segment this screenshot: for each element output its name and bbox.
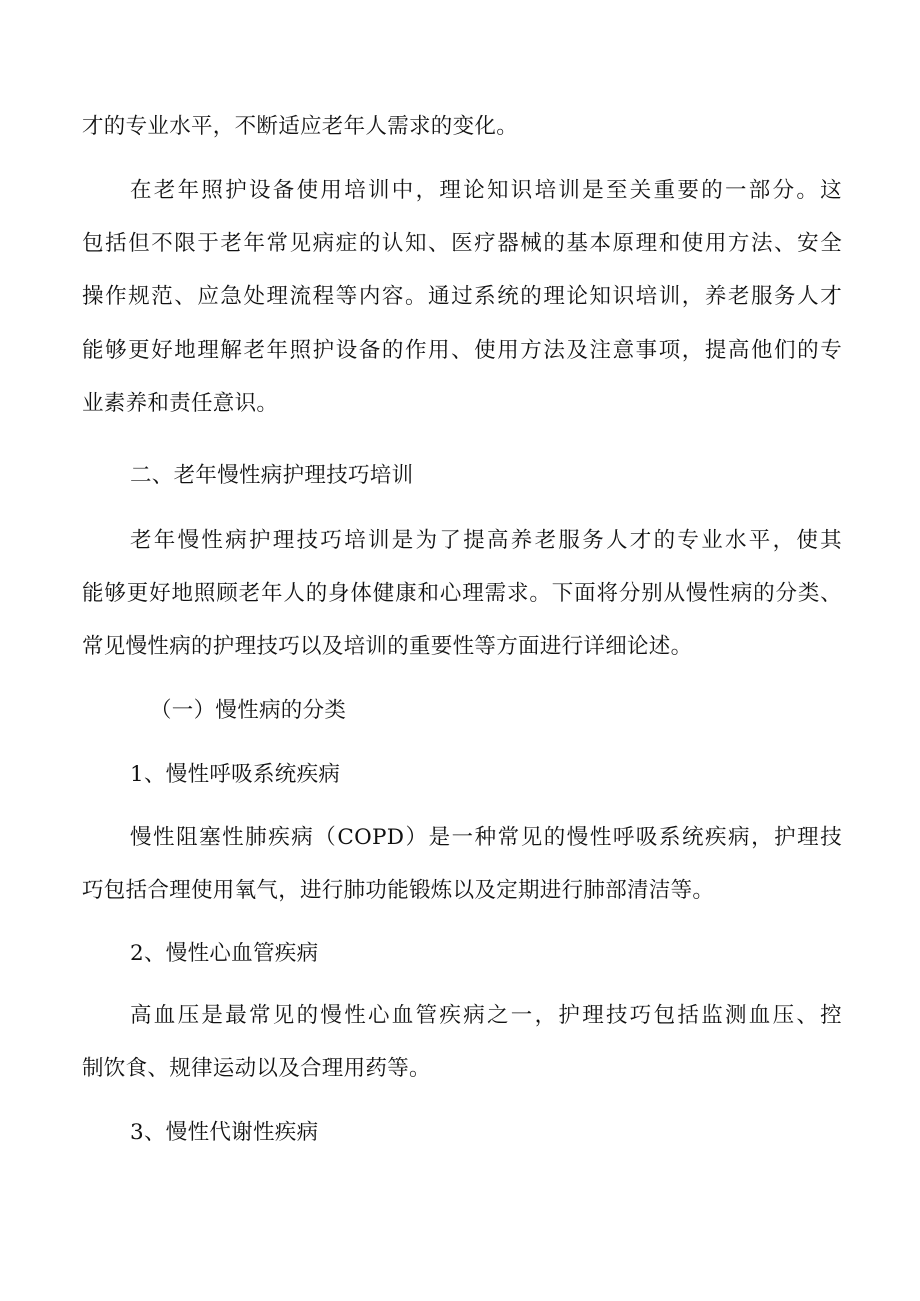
paragraph-copd-line-2: 巧包括合理使用氧气，进行肺功能锻炼以及定期进行肺部清洁等。 xyxy=(82,878,715,903)
item-heading-2: 2、慢性心血管疾病 xyxy=(130,941,319,966)
subsection-heading-1: （一）慢性病的分类 xyxy=(150,698,347,723)
item-heading-3: 3、慢性代谢性疾病 xyxy=(130,1120,319,1145)
paragraph-theory-line-5: 业素养和责任意识。 xyxy=(82,391,279,416)
item-heading-1: 1、慢性呼吸系统疾病 xyxy=(130,762,341,787)
paragraph-theory-line-4: 能够更好地理解老年照护设备的作用、使用方法及注意事项，提高他们的专 xyxy=(82,338,842,363)
section-heading-2: 二、老年慢性病护理技巧培训 xyxy=(130,463,414,488)
paragraph-hypertension-line-1: 高血压是最常见的慢性心血管疾病之一，护理技巧包括监测血压、控 xyxy=(130,1003,842,1028)
paragraph-continuation-line: 才的专业水平，不断适应老年人需求的变化。 xyxy=(82,114,519,139)
paragraph-chronic-line-2: 能够更好地照顾老年人的身体健康和心理需求。下面将分别从慢性病的分类、 xyxy=(82,581,842,606)
paragraph-copd-line-1: 慢性阻塞性肺疾病（COPD）是一种常见的慢性呼吸系统疾病，护理技 xyxy=(130,825,842,850)
paragraph-chronic-line-1: 老年慢性病护理技巧培训是为了提高养老服务人才的专业水平，使其 xyxy=(130,528,842,553)
paragraph-theory-line-2: 包括但不限于老年常见病症的认知、医疗器械的基本原理和使用方法、安全 xyxy=(82,231,842,256)
paragraph-hypertension-line-2: 制饮食、规律运动以及合理用药等。 xyxy=(82,1056,431,1081)
paragraph-chronic-line-3: 常见慢性病的护理技巧以及培训的重要性等方面进行详细论述。 xyxy=(82,634,693,659)
paragraph-theory-line-1: 在老年照护设备使用培训中，理论知识培训是至关重要的一部分。这 xyxy=(130,178,842,203)
paragraph-theory-line-3: 操作规范、应急处理流程等内容。通过系统的理论知识培训，养老服务人才 xyxy=(82,284,842,309)
